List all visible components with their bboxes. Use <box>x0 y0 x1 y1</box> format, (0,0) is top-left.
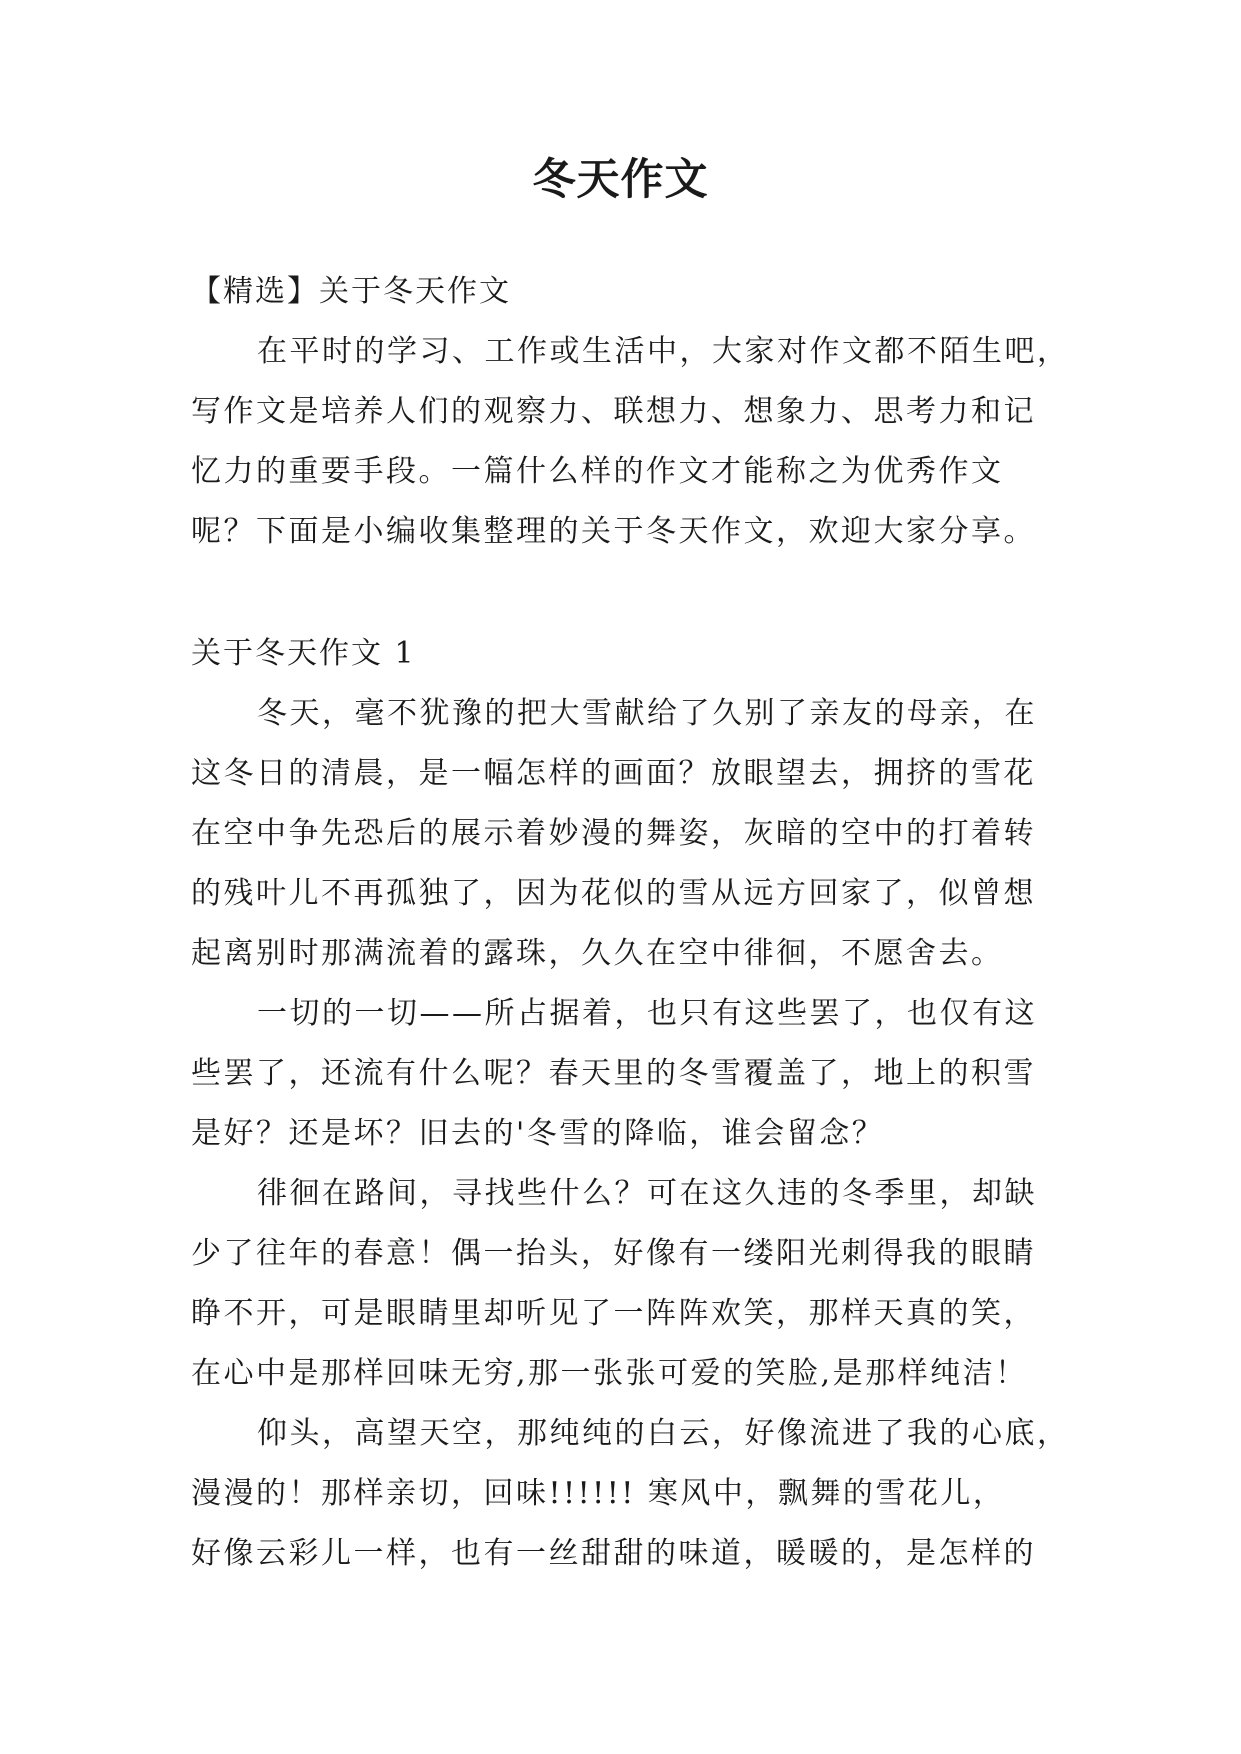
section-heading: 关于冬天作文 1 <box>191 636 416 671</box>
intro-line: 写作文是培养人们的观察力、联想力、想象力、思考力和记 <box>191 394 1036 429</box>
paragraph-line: 好像云彩儿一样，也有一丝甜甜的味道，暖暖的，是怎样的 <box>191 1536 1036 1571</box>
paragraph-line: 少了往年的春意！偶一抬头，好像有一缕阳光刺得我的眼睛 <box>191 1236 1036 1271</box>
document-subtitle: 【精选】关于冬天作文 <box>191 274 511 309</box>
intro-paragraph <box>191 322 1071 562</box>
section-gap <box>191 562 1071 624</box>
paragraph-line: 徘徊在路间，寻找些什么？可在这久违的冬季里，却缺 <box>257 1176 1037 1211</box>
intro-line: 在平时的学习、工作或生活中，大家对作文都不陌生吧， <box>257 334 1070 369</box>
paragraph-line: 睁不开，可是眼睛里却听见了一阵阵欢笑，那样天真的笑， <box>191 1296 1036 1331</box>
paragraph-line: 一切的一切——所占据着，也只有这些罢了，也仅有这 <box>257 996 1037 1031</box>
paragraph-line: 在心中是那样回味无穷,那一张张可爱的笑脸,是那样纯洁！ <box>191 1356 1028 1391</box>
paragraph-line: 是好？还是坏？旧去的'冬雪的降临，谁会留念？ <box>191 1116 885 1151</box>
essay-paragraph-4 <box>191 1404 1071 1584</box>
document-body <box>191 262 1071 1584</box>
paragraph-line: 这冬日的清晨，是一幅怎样的画面？放眼望去，拥挤的雪花 <box>191 756 1036 791</box>
paragraph-line: 的残叶儿不再孤独了，因为花似的雪从远方回家了，似曾想 <box>191 876 1036 911</box>
paragraph-line: 起离别时那满流着的露珠，久久在空中徘徊，不愿舍去。 <box>191 936 1004 971</box>
essay-paragraph-3 <box>191 1164 1071 1404</box>
intro-line: 忆力的重要手段。一篇什么样的作文才能称之为优秀作文 <box>191 454 1004 489</box>
paragraph-line: 在空中争先恐后的展示着妙漫的舞姿，灰暗的空中的打着转 <box>191 816 1036 851</box>
paragraph-line: 漫漫的！那样亲切，回味!!!!!! 寒风中，飘舞的雪花儿， <box>191 1476 1006 1511</box>
intro-line: 呢？下面是小编收集整理的关于冬天作文，欢迎大家分享。 <box>191 514 1036 549</box>
essay-paragraph-2 <box>191 984 1071 1164</box>
document-title: 冬天作文 <box>532 155 709 205</box>
paragraph-line: 仰头，高望天空，那纯纯的白云，好像流进了我的心底， <box>257 1416 1070 1451</box>
essay-paragraph-1 <box>191 684 1071 984</box>
paragraph-line: 些罢了，还流有什么呢？春天里的冬雪覆盖了，地上的积雪 <box>191 1056 1036 1091</box>
paragraph-line: 冬天，毫不犹豫的把大雪献给了久别了亲友的母亲，在 <box>257 696 1037 731</box>
